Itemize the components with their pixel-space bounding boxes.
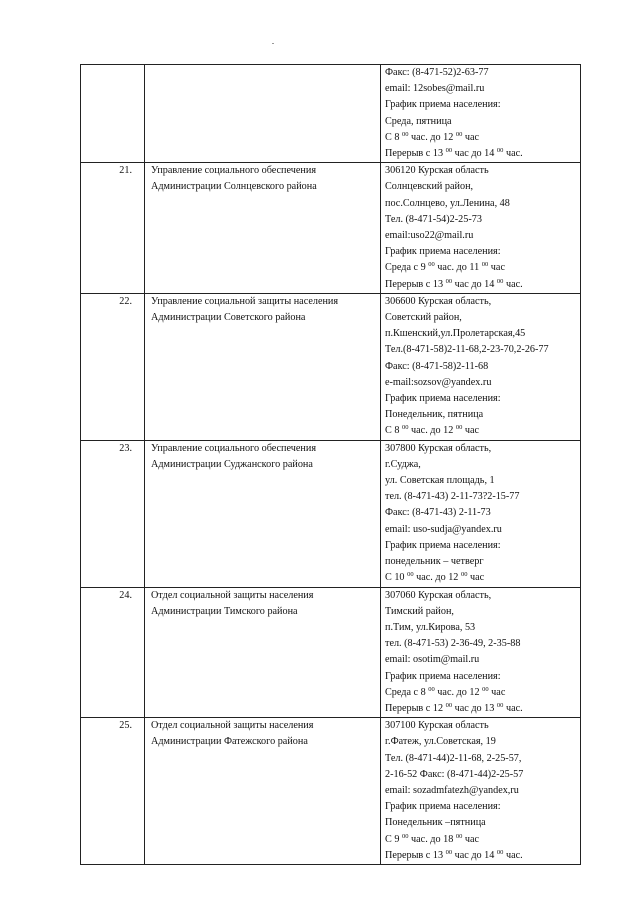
contact-line: email: osotim@mail.ru	[385, 654, 480, 666]
contact-cell	[381, 65, 581, 163]
scan-speck	[272, 43, 274, 44]
contact-line: Перерыв с 13 $^{00}$ час до 14 $^{00}$ час.	[385, 147, 523, 160]
contact-cell	[381, 718, 581, 865]
row-number: 22.	[81, 293, 145, 440]
contact-line: email: sozadmfatezh@yandex,ru	[385, 784, 519, 796]
contact-line: email: 12sobes@mail.ru	[385, 83, 485, 95]
contact-line: тел. (8-471-53) 2-36-49, 2-35-88	[385, 638, 521, 650]
contact-line: График приема населения:	[385, 246, 501, 258]
organization-line: Управление социальной защиты населения	[151, 295, 339, 307]
contact-line: п.Тим, ул.Кирова, 53	[385, 621, 476, 633]
organization-line: Отдел социальной защиты населения	[151, 720, 314, 732]
organization-cell	[145, 587, 381, 718]
contact-line: Солнцевский район,	[385, 181, 474, 193]
table-row	[81, 293, 581, 440]
contact-line: п.Кшенский,ул.Пролетарская,45	[385, 328, 526, 340]
organization-line: Отдел социальной защиты населения	[151, 589, 314, 601]
contact-line: График приема населения:	[385, 670, 501, 682]
organization-cell	[145, 440, 381, 587]
contact-line: ул. Советская площадь, 1	[385, 475, 495, 487]
contact-line: г.Фатеж, ул.Советская, 19	[385, 736, 496, 748]
organization-line: Администрации Солнцевского района	[151, 181, 317, 193]
contact-line: С 8 $^{00}$ час. до 12 $^{00}$ час	[385, 424, 480, 437]
contact-line: email:uso22@mail.ru	[385, 230, 474, 242]
contact-line: г.Суджа,	[385, 458, 421, 470]
organization-cell	[145, 65, 381, 163]
contact-line: 307060 Курская область,	[385, 589, 492, 601]
contact-line: 307100 Курская область	[385, 720, 489, 732]
contact-line: тел. (8-471-43) 2-11-73?2-15-77	[385, 491, 520, 503]
contact-line: Понедельник, пятница	[385, 409, 484, 421]
contact-line: Факс: (8-471-52)2-63-77	[385, 67, 489, 78]
contact-line: С 9 $^{00}$ час. до 18 $^{00}$ час	[385, 832, 480, 845]
contact-line: Тел.(8-471-58)2-11-68,2-23-70,2-26-77	[385, 344, 549, 356]
contacts-table	[80, 64, 581, 865]
contact-line: Факс: (8-471-43) 2-11-73	[385, 507, 491, 519]
contact-line: Факс: (8-471-58)2-11-68	[385, 360, 489, 372]
contact-line: Среда, пятница	[385, 115, 452, 127]
contact-line: С 8 $^{00}$ час. до 12 $^{00}$ час	[385, 130, 480, 143]
organization-cell	[145, 718, 381, 865]
contact-line: График приема населения:	[385, 393, 501, 405]
contact-line: email: uso-sudja@yandex.ru	[385, 523, 502, 535]
contact-cell	[381, 440, 581, 587]
contact-line: График приема населения:	[385, 539, 501, 551]
organization-line: Администрации Суджанского района	[151, 458, 313, 470]
organization-line: Управление социального обеспечения	[151, 165, 317, 177]
contact-line: График приема населения:	[385, 801, 501, 813]
contact-line: Понедельник –пятница	[385, 817, 486, 829]
organization-line: Администрации Тимского района	[151, 605, 298, 617]
table-row	[81, 587, 581, 718]
contact-cell	[381, 587, 581, 718]
contact-cell	[381, 163, 581, 294]
row-number: 24.	[81, 587, 145, 718]
table-row	[81, 718, 581, 865]
contact-line: 306600 Курская область,	[385, 295, 492, 307]
contact-line: понедельник – четверг	[385, 556, 484, 568]
contact-line: С 10 $^{00}$ час. до 12 $^{00}$ час	[385, 571, 485, 584]
contact-line: Тел. (8-471-44)2-11-68, 2-25-57,	[385, 752, 522, 764]
row-number: 23.	[81, 440, 145, 587]
organization-cell	[145, 293, 381, 440]
table-row	[81, 65, 581, 163]
organization-cell	[145, 163, 381, 294]
contact-cell	[381, 293, 581, 440]
contact-line: Среда с 9 $^{00}$ час. до 11 $^{00}$ час	[385, 261, 505, 274]
organization-line: Администрации Советского района	[151, 312, 306, 324]
contact-line: пос.Солнцево, ул.Ленина, 48	[385, 197, 510, 209]
contact-line: 307800 Курская область,	[385, 442, 492, 454]
contact-line: Тел. (8-471-54)2-25-73	[385, 213, 482, 225]
contact-line: Перерыв с 13 $^{00}$ час до 14 $^{00}$ час.	[385, 277, 523, 290]
contact-line: Среда с 8 $^{00}$ час. до 12 $^{00}$ час	[385, 685, 506, 698]
contact-line: Тимский район,	[385, 605, 454, 617]
row-number: 21.	[81, 163, 145, 294]
table-row	[81, 163, 581, 294]
contact-line: 2-16-52 Факс: (8-471-44)2-25-57	[385, 768, 524, 780]
contact-line: График приема населения:	[385, 99, 501, 111]
table-row	[81, 440, 581, 587]
organization-line: Администрации Фатежского района	[151, 736, 308, 748]
contact-line: Перерыв с 13 $^{00}$ час до 14 $^{00}$ час.	[385, 848, 523, 861]
row-number: 25.	[81, 718, 145, 865]
contact-line: e-mail:sozsov@yandex.ru	[385, 376, 492, 388]
contact-line: 306120 Курская область	[385, 165, 489, 177]
table-body	[81, 65, 581, 865]
organization-line: Управление социального обеспечения	[151, 442, 317, 454]
row-number	[81, 65, 145, 163]
contact-line: Советский район,	[385, 312, 462, 324]
contact-line: Перерыв с 12 $^{00}$ час до 13 $^{00}$ час.	[385, 701, 523, 714]
